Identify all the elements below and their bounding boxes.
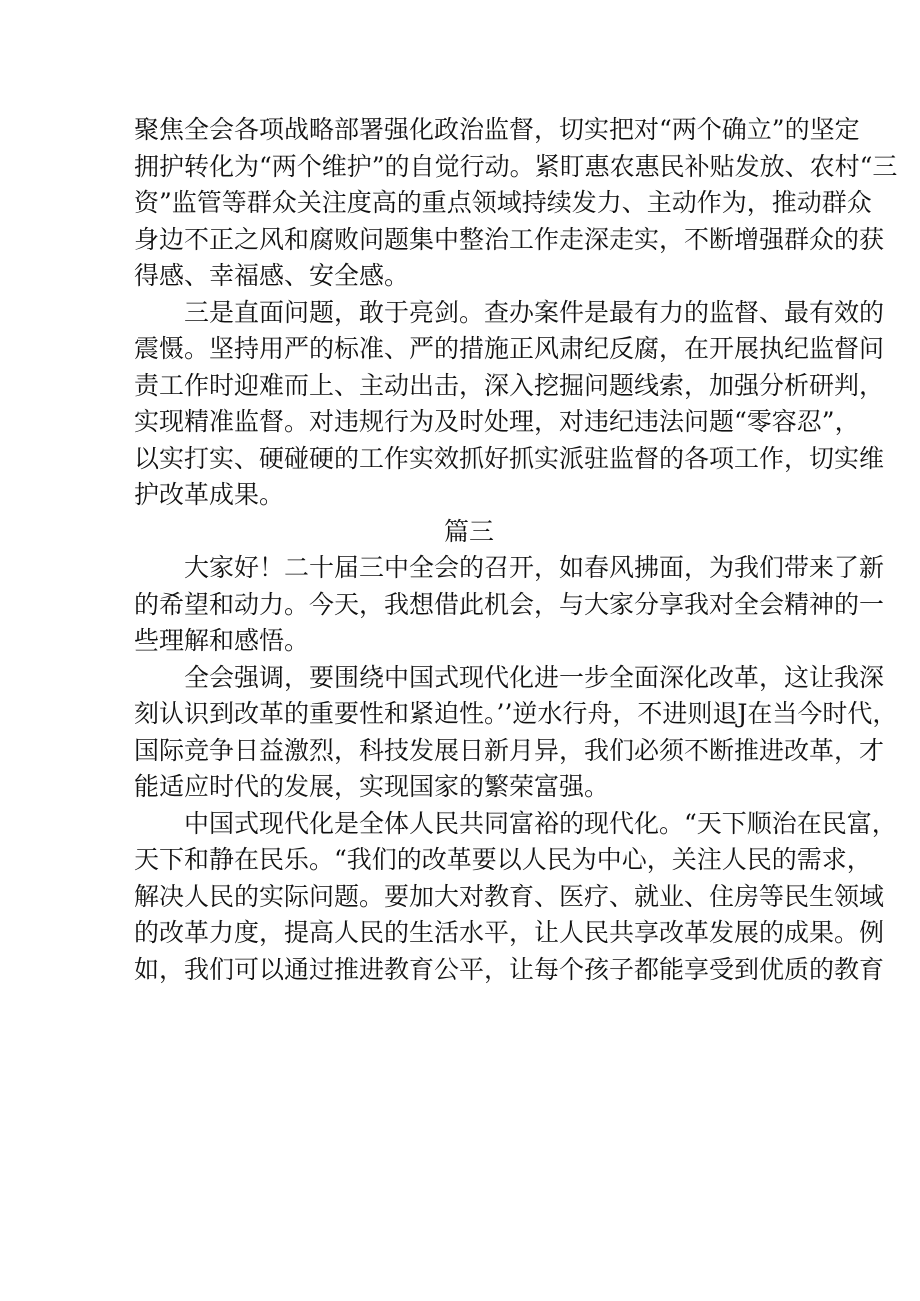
paragraph-line: 三是直面问题，敢于亮剑。查办案件是最有力的监督、最有效的 [184,297,885,327]
paragraph-line: 能适应时代的发展，实现国家的繁荣富强。 [134,772,610,801]
paragraph-line: 的希望和动力。今天，我想借此机会，与大家分享我对全会精神的一 [134,589,885,619]
section-heading: 篇三 [443,516,494,546]
paragraph-line: 拥护转化为“两个维护”的自觉行动。紧盯惠农惠民补贴发放、农村“三 [134,151,898,181]
paragraph-line: 聚焦全会各项战略部署强化政治监督，切实把对“两个确立”的坚定 [134,115,860,144]
paragraph-line: 国际竞争日益激烈，科技发展日新月异，我们必须不断推进改革，才 [134,735,885,765]
paragraph-line: 如，我们可以通过推进教育公平，让每个孩子都能享受到优质的教育 [134,954,885,984]
paragraph-line: 以实打实、硬碰硬的工作实效抓好抓实派驻监督的各项工作，切实维 [134,443,885,473]
document-body [134,112,898,988]
paragraph-line: 些理解和感悟。 [134,626,310,655]
paragraph-line: 解决人民的实际问题。要加大对教育、医疗、就业、住房等民生领域 [134,881,885,911]
paragraph-5 [134,806,897,989]
paragraph-4 [134,660,898,806]
paragraph-line: 资”监管等群众关注度高的重点领域持续发力、主动作为，推动群众 [134,188,872,217]
paragraph-line: 身边不正之风和腐败问题集中整治工作走深走实，不断增强群众的获 [134,224,885,254]
paragraph-line: 震慑。坚持用严的标准、严的措施正风肃纪反腐，在开展执纪监督问 [134,334,885,363]
paragraph-line: 中国式现代化是全体人民共同富裕的现代化。“天下顺治在民富， [184,808,897,838]
paragraph-2 [134,295,885,514]
paragraph-3 [134,550,885,660]
paragraph-line: 护改革成果。 [134,480,285,509]
paragraph-line: 的改革力度，提高人民的生活水平，让人民共享改革发展的成果。例 [134,918,885,947]
paragraph-line: 全会强调，要围绕中国式现代化进一步全面深化改革，这让我深 [184,662,885,692]
paragraph-line: 责工作时迎难而上、主动出击，深入挖掘问题线索，加强分析研判， [134,370,885,400]
paragraph-line: 天下和静在民乐。“我们的改革要以人民为中心，关注人民的需求， [134,845,872,874]
paragraph-line: 大家好！二十届三中全会的召开，如春风拂面，为我们带来了新 [184,553,885,582]
paragraph-line: 刻认识到改革的重要性和紧迫性。’’逆水行舟，不进则退J在当今时代， [134,699,898,728]
paragraph-1 [134,112,898,295]
paragraph-line: 得感、幸福感、安全感。 [134,261,410,290]
paragraph-line: 实现精准监督。对违规行为及时处理，对违纪违法问题“零容忍”， [134,407,860,436]
